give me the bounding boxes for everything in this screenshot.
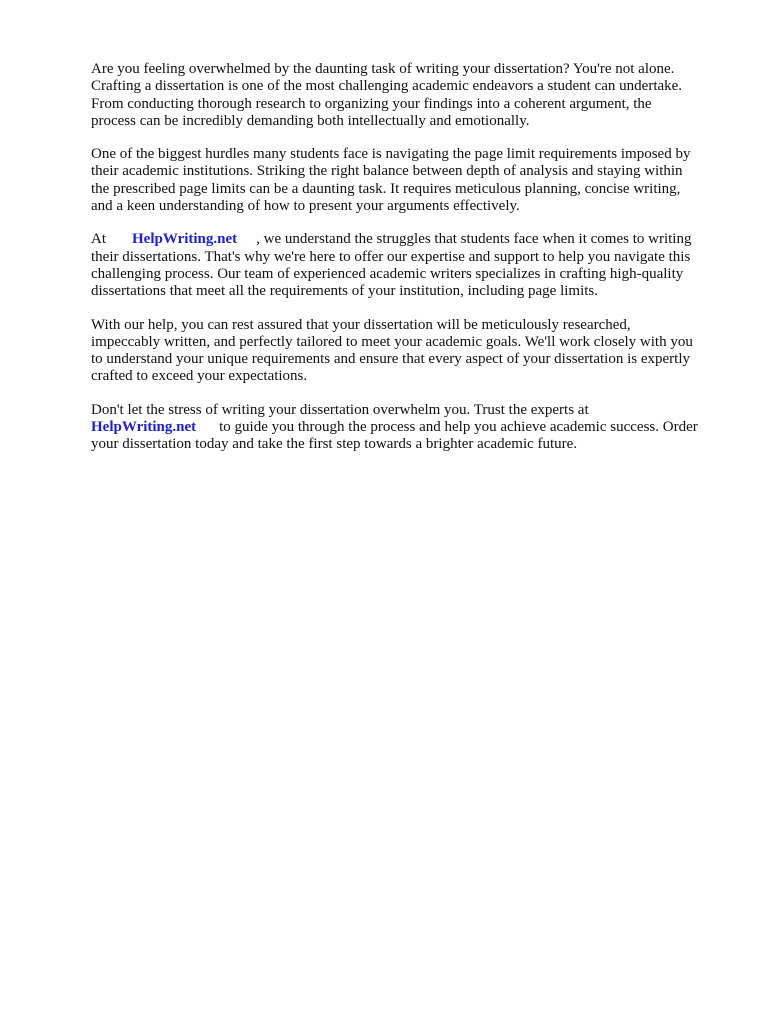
paragraph-intro (91, 61, 721, 130)
paragraph-helpwriting (91, 231, 721, 300)
text-line: the prescribed page limits can be a daunting task. It requires meticulous planning, concise writing, (91, 180, 681, 197)
helpwriting-link[interactable]: HelpWriting.net (91, 419, 197, 436)
text-line (91, 231, 721, 248)
document-body (91, 61, 721, 454)
text-line: challenging process. Our team of experienced academic writers specializes in crafting high-quality (91, 265, 684, 282)
paragraph-page-limits (91, 146, 721, 215)
paragraph-call-to-action (91, 402, 721, 454)
text-line: their academic institutions. Striking the right balance between depth of analysis and staying within (91, 163, 683, 180)
text-line: Are you feeling overwhelmed by the daunting task of writing your dissertation? You're not alone. (91, 61, 675, 77)
text-line: crafted to exceed your expectations. (91, 368, 308, 385)
text-line (91, 419, 721, 436)
text-line-suffix: to guide you through the process and help you achieve academic success. Order (219, 419, 698, 436)
text-line-suffix: , we understand the struggles that students face when it comes to writing (256, 231, 692, 248)
text-line: and a keen understanding of how to present your arguments effectively. (91, 198, 520, 215)
text-line: your dissertation today and take the first step towards a brighter academic future. (91, 436, 578, 453)
paragraph-with-our-help (91, 317, 721, 386)
helpwriting-link[interactable]: HelpWriting.net (132, 231, 238, 248)
text-line: their dissertations. That's why we're here to offer our expertise and support to help you navigate this (91, 248, 691, 265)
text-line: From conducting thorough research to organizing your findings into a coherent argument, the (91, 95, 652, 112)
text-line: Crafting a dissertation is one of the most challenging academic endeavors a student can undertake. (91, 78, 683, 95)
text-line: to understand your unique requirements and ensure that every aspect of your dissertation is expertly (91, 351, 690, 368)
text-line: dissertations that meet all the requirements of your institution, including page limits. (91, 283, 598, 300)
text-line: impeccably written, and perfectly tailored to meet your academic goals. We'll work closely with you (91, 333, 693, 350)
text-line: One of the biggest hurdles many students face is navigating the page limit requirements imposed by (91, 146, 691, 163)
text-at: At (91, 231, 106, 248)
text-line: process can be incredibly demanding both intellectually and emotionally. (91, 112, 530, 129)
text-line: With our help, you can rest assured that your dissertation will be meticulously researched, (91, 316, 631, 333)
text-line: Don't let the stress of writing your dissertation overwhelm you. Trust the experts at (91, 401, 589, 418)
